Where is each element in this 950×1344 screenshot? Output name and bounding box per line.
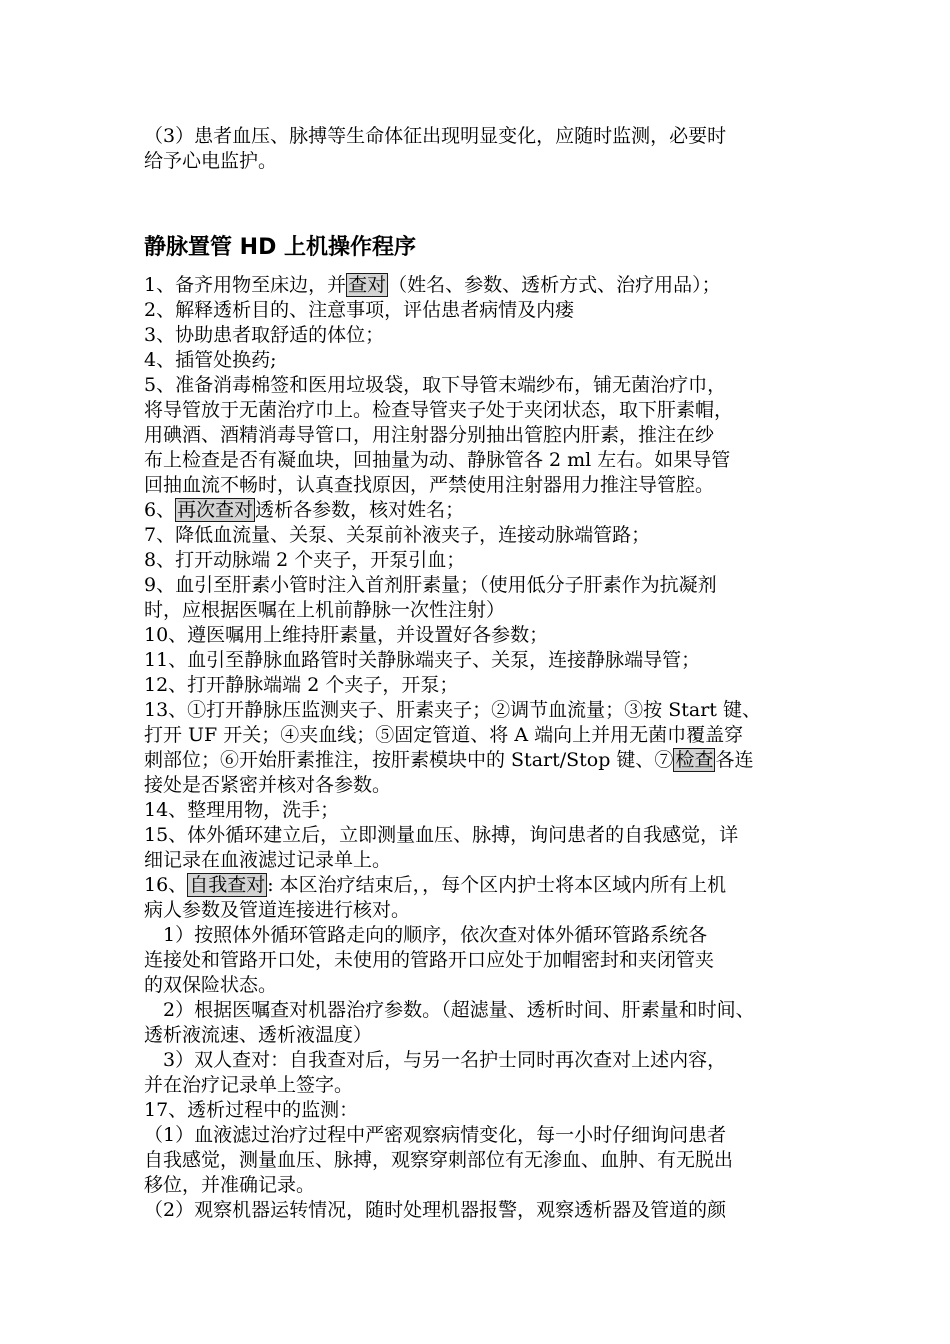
substep-3-cont: 并在治疗记录单上签字。 xyxy=(144,1074,354,1096)
step-13-cont xyxy=(144,748,753,772)
step-text: 刺部位；⑥开始肝素推注，按肝素模块中的 Start/Stop 键、⑦ xyxy=(144,749,674,771)
highlight-recheck: 再次查对 xyxy=(177,499,254,521)
substep-2-cont: 透析液流速、透析液温度） xyxy=(144,1024,373,1046)
step-text: : 本区治疗结束后，，每个区内护士将本区域内所有上机 xyxy=(267,874,727,896)
step-16 xyxy=(144,873,726,897)
step-5-cont: 用碘酒、酒精消毒导管口，用注射器分别抽出管腔内肝素，推注在纱 xyxy=(144,424,715,446)
step-14: 14、整理用物，洗手； xyxy=(144,799,340,821)
step-13-cont: 打开 UF 开关；④夹血线；⑤固定管道、将 A 端向上并用无菌巾覆盖穿 xyxy=(144,724,744,746)
monitor-1-cont: 移位，并准确记录。 xyxy=(144,1174,316,1196)
step-text: 各连 xyxy=(715,749,754,771)
step-15-cont: 细记录在血液滤过记录单上。 xyxy=(144,849,392,871)
step-4: 4、插管处换药; xyxy=(144,349,277,371)
step-15: 15、体外循环建立后，立即测量血压、脉搏，询问患者的自我感觉，详 xyxy=(144,824,739,846)
substep-3: 3）双人查对：自我查对后，与另一名护士同时再次查对上述内容， xyxy=(144,1049,727,1071)
substep-1-cont: 连接处和管路开口处，未使用的管路开口应处于加帽密封和夹闭管夹 xyxy=(144,949,715,971)
step-text: 16、 xyxy=(144,874,188,896)
step-7: 7、降低血流量、关泵、关泵前补液夹子，连接动脉端管路； xyxy=(144,524,651,546)
step-5-cont: 布上检查是否有凝血块，回抽量为动、静脉管各 2 ml 左右。如果导管 xyxy=(144,449,731,471)
monitor-1: （1）血液滤过治疗过程中严密观察病情变化，每一小时仔细询问患者 xyxy=(144,1124,727,1146)
intro-line: （3）患者血压、脉搏等生命体征出现明显变化，应随时监测，必要时 xyxy=(144,125,727,147)
step-2: 2、解释透析目的、注意事项，评估患者病情及内瘘 xyxy=(144,299,575,321)
highlight-check: 查对 xyxy=(348,274,387,296)
step-text: （姓名、参数、透析方式、治疗用品）； xyxy=(388,274,721,296)
step-9-cont: 时，应根据医嘱在上机前静脉一次性注射） xyxy=(144,599,506,621)
step-3: 3、协助患者取舒适的体位； xyxy=(144,324,385,346)
step-text: 6、 xyxy=(144,499,176,521)
intro-line: 给予心电监护。 xyxy=(144,150,278,172)
step-5-cont: 回抽血流不畅时，认真查找原因，严禁使用注射器用力推注导管腔。 xyxy=(144,474,715,496)
step-10: 10、遵医嘱用上维持肝素量，并设置好各参数； xyxy=(144,624,549,646)
step-5: 5、准备消毒棉签和医用垃圾袋，取下导管末端纱布，铺无菌治疗巾， xyxy=(144,374,727,396)
substep-1: 1）按照体外循环管路走向的顺序，依次查对体外循环管路系统各 xyxy=(144,924,708,946)
step-text: 透析各参数，核对姓名； xyxy=(255,499,465,521)
step-17: 17、透析过程中的监测： xyxy=(144,1099,359,1121)
step-1 xyxy=(144,273,721,297)
step-5-cont: 将导管放于无菌治疗巾上。检查导管夹子处于夹闭状态，取下肝素帽， xyxy=(144,399,734,421)
monitor-2: （2）观察机器运转情况，随时处理机器报警，观察透析器及管道的颜 xyxy=(144,1199,727,1221)
step-8: 8、打开动脉端 2 个夹子，开泵引血； xyxy=(144,549,466,571)
step-text: 1、备齐用物至床边，并 xyxy=(144,274,347,296)
section-heading: 静脉置管 HD 上机操作程序 xyxy=(144,235,416,260)
monitor-1-cont: 自我感觉，测量血压、脉搏，观察穿刺部位有无渗血、血肿、有无脱出 xyxy=(144,1149,734,1171)
highlight-self-check: 自我查对 xyxy=(189,874,266,896)
step-6 xyxy=(144,498,464,522)
step-9: 9、血引至肝素小管时注入首剂肝素量；（使用低分子肝素作为抗凝剂 xyxy=(144,574,717,596)
step-12: 12、打开静脉端端 2 个夹子，开泵； xyxy=(144,674,459,696)
substep-1-cont: 的双保险状态。 xyxy=(144,974,278,996)
step-13: 13、①打开静脉压监测夹子、肝素夹子；②调节血流量；③按 Start 键、 xyxy=(144,699,761,721)
step-16-cont: 病人参数及管道连接进行核对。 xyxy=(144,899,411,921)
substep-2: 2）根据医嘱查对机器治疗参数。（超滤量、透析时间、肝素量和时间、 xyxy=(144,999,755,1021)
step-11: 11、血引至静脉血路管时关静脉端夹子、关泵，连接静脉端导管； xyxy=(144,649,701,671)
step-13-cont: 接处是否紧密并核对各参数。 xyxy=(144,774,392,796)
highlight-inspect: 检查 xyxy=(675,749,714,771)
